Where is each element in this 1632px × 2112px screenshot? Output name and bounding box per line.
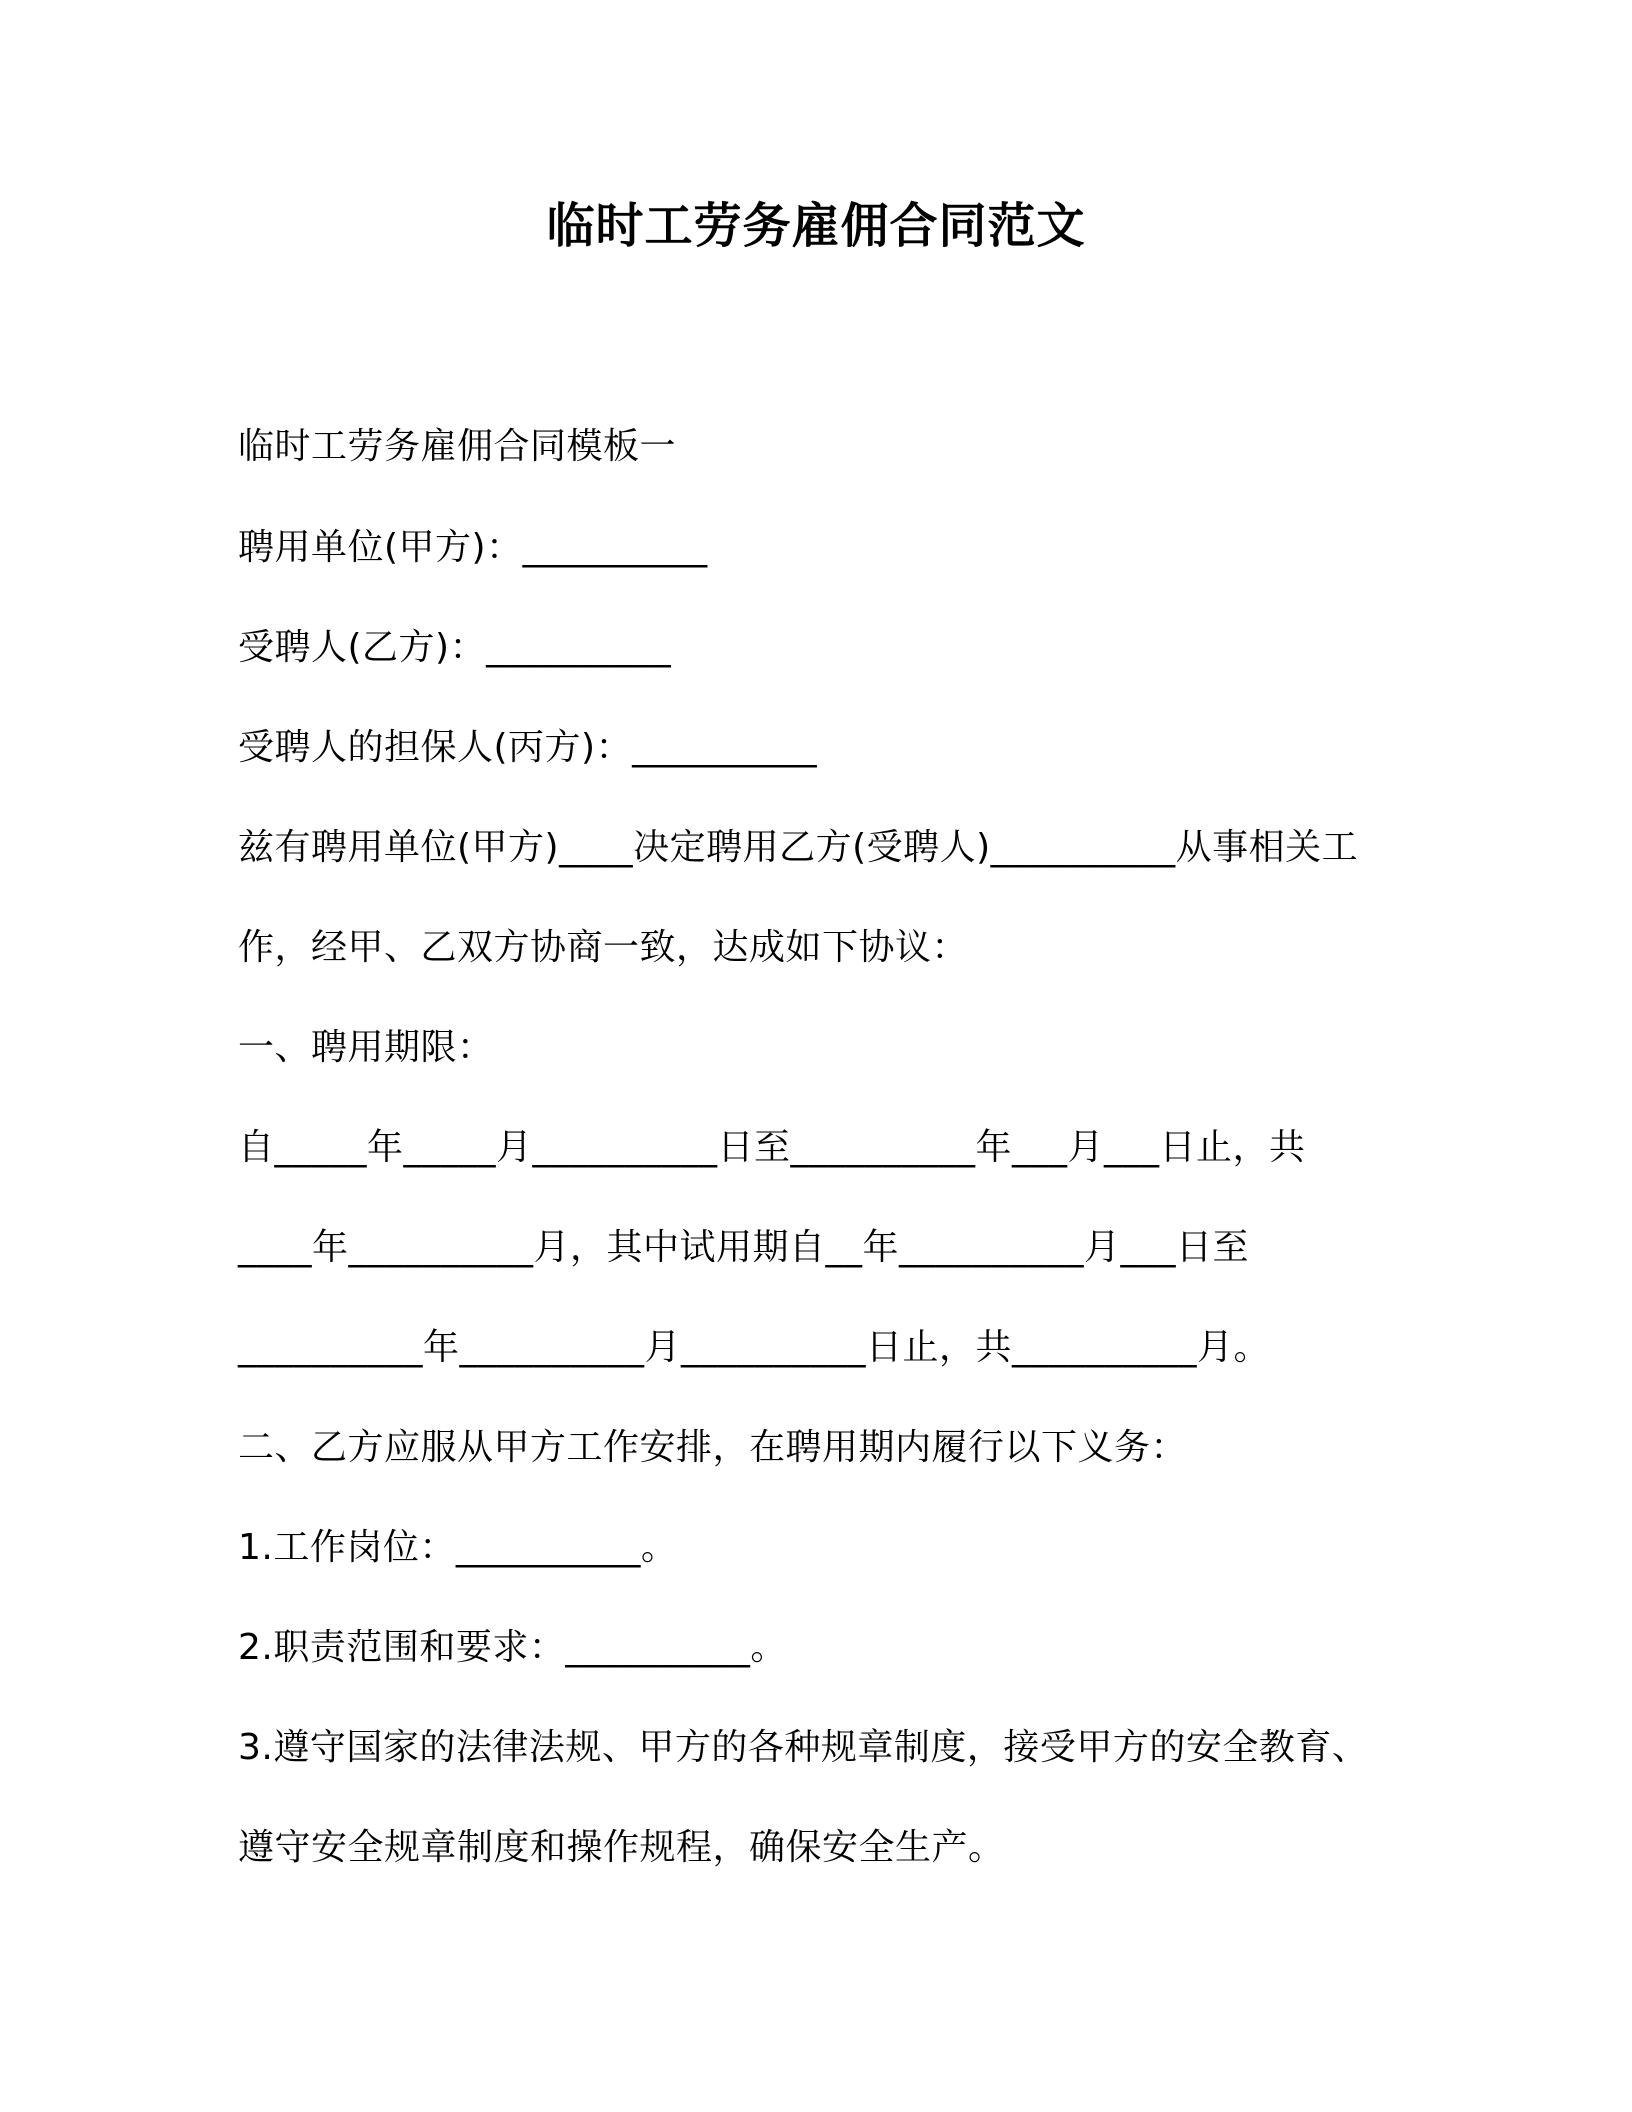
duty-item-3-line-1: 3.遵守国家的法律法规、甲方的各种规章制度，接受甲方的安全教育、	[238, 1727, 1369, 1768]
term-line-1: 自_____年_____月__________日至__________年___月___日止，共	[238, 1127, 1306, 1168]
duty-item-2: 2.职责范围和要求：__________。	[238, 1627, 787, 1668]
document-title: 临时工劳务雇佣合同范文	[546, 198, 1086, 254]
employee-line: 受聘人(乙方)：__________	[238, 627, 672, 668]
duty-item-3-line-2: 遵守安全规章制度和操作规程，确保安全生产。	[238, 1827, 1005, 1868]
preamble-line-1: 兹有聘用单位(甲方)____决定聘用乙方(受聘人)__________从事相关工	[238, 827, 1359, 868]
preamble-line-2: 作，经甲、乙双方协商一致，达成如下协议：	[238, 927, 969, 968]
term-line-3: __________年__________月__________日止，共__________月。	[238, 1327, 1271, 1368]
guarantor-line: 受聘人的担保人(丙方)：__________	[238, 727, 818, 768]
section-1-heading: 一、聘用期限：	[238, 1027, 494, 1068]
template-heading: 临时工劳务雇佣合同模板一	[238, 426, 677, 467]
section-2-heading: 二、乙方应服从甲方工作安排，在聘用期内履行以下义务：	[238, 1427, 1188, 1468]
term-line-2: ____年__________月，其中试用期自__年__________月___日至	[238, 1227, 1250, 1268]
duty-item-1: 1.工作岗位：__________。	[238, 1527, 678, 1568]
employer-line: 聘用单位(甲方)：__________	[238, 527, 708, 568]
